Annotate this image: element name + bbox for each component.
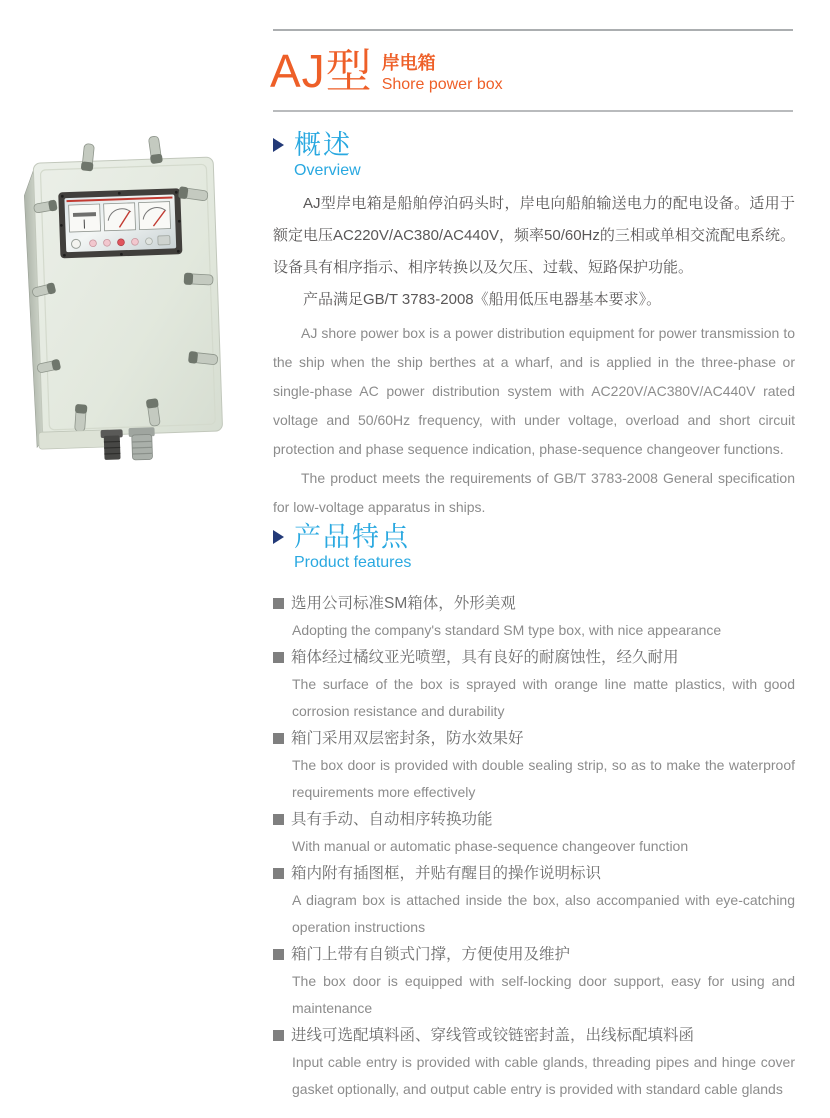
feature-list (273, 590, 795, 1103)
bullet-square-icon (273, 1030, 284, 1041)
feature-title-text: 选用公司标准SM箱体，外形美观 (291, 595, 516, 612)
product-name-cn: 岸电箱 (381, 53, 436, 73)
overview-paragraph-en-2: The product meets the requirements of GB/T 3783-2008 General specification for low-voltage apparatus in ships. (273, 470, 795, 515)
feature-title (273, 941, 795, 968)
feature-title (273, 644, 795, 671)
product-title-block (270, 44, 503, 98)
feature-title-text: 具有手动、自动相序转换功能 (291, 811, 493, 828)
features-heading-cn: 产品特点 (294, 522, 410, 552)
feature-description: A diagram box is attached inside the box, also accompanied with eye-catching operation instructions (292, 892, 795, 935)
feature-title (273, 860, 795, 887)
feature-title-text: 箱体经过橘纹亚光喷塑，具有良好的耐腐蚀性，经久耐用 (291, 649, 679, 666)
feature-title (273, 1022, 795, 1049)
latch-right-2 (184, 273, 214, 287)
section-overview (273, 130, 795, 522)
analog-meter-2 (104, 203, 136, 231)
feature-item (273, 590, 795, 644)
bullet-square-icon (273, 652, 284, 663)
overview-paragraph-cn-1: AJ型岸电箱是船舶停泊码头时，岸电向船舶输送电力的配电设备。适用于额定电压AC220V/AC380/AC440V，频率50/60Hz的三相或单相交流配电系统。设备具有相序指示、相序转换以及欠压、过载、短路保护功能。 (273, 195, 795, 276)
feature-title (273, 590, 795, 617)
cable-gland-metal (128, 427, 155, 460)
feature-item (273, 644, 795, 725)
bullet-square-icon (273, 814, 284, 825)
overview-paragraph-en-1: AJ shore power box is a power distribution equipment for power transmission to the ship when the ship berthes at a wharf, and is applied in the three-phase or single-phase AC power distribution system with AC220V/AC380V/AC440V rated voltage and 50/60Hz frequency, with under voltage, overload and short circuit protection and phase sequence indication, phase-sequence changeover functions. (273, 325, 795, 457)
bullet-square-icon (273, 949, 284, 960)
feature-item (273, 725, 795, 806)
feature-title-text: 箱内附有插图框，并贴有醒目的操作说明标识 (291, 865, 602, 882)
feature-title (273, 806, 795, 833)
feature-description: The surface of the box is sprayed with orange line matte plastics, with good corrosion resistance and durability (292, 676, 795, 719)
feature-item (273, 806, 795, 860)
bullet-square-icon (273, 868, 284, 879)
shore-power-box-photo (4, 132, 256, 468)
feature-item (273, 860, 795, 941)
feature-description: The box door is provided with double sealing strip, so as to make the waterproof requirements more effectively (292, 757, 795, 800)
overview-heading-cn: 概述 (294, 130, 352, 160)
feature-title-text: 箱门上带有自锁式门撑，方便使用及维护 (291, 946, 571, 963)
section-marker-icon (273, 530, 284, 544)
top-divider (273, 29, 793, 31)
bullet-square-icon (273, 733, 284, 744)
section-marker-icon (273, 138, 284, 152)
product-name-en: Shore power box (381, 76, 503, 93)
overview-header (273, 130, 795, 161)
overview-paragraph-cn-2: 产品满足GB/T 3783-2008《船用低压电器基本要求》。 (303, 291, 662, 308)
product-model: AJ型 (270, 45, 373, 97)
features-heading-en: Product features (294, 554, 412, 571)
bottom-flange (39, 430, 112, 450)
feature-description: With manual or automatic phase-sequence changeover function (292, 838, 689, 854)
feature-item (273, 1022, 795, 1103)
title-divider (273, 110, 793, 112)
feature-title (273, 725, 795, 752)
analog-meter-3 (139, 202, 171, 230)
product-photo (4, 132, 256, 468)
feature-description: The box door is equipped with self-locking door support, easy for using and maintenance (292, 973, 795, 1016)
product-subtitle (382, 53, 503, 98)
analog-meter-1 (69, 204, 101, 232)
features-header (273, 522, 795, 553)
feature-description: Input cable entry is provided with cable glands, threading pipes and hinge cover gasket optionally, and output cable entry is provided with standard cable glands (292, 1054, 795, 1097)
feature-title-text: 进线可选配填料函、穿线管或铰链密封盖，出线标配填料函 (291, 1027, 695, 1044)
bullet-square-icon (273, 598, 284, 609)
section-features (273, 522, 795, 1103)
overview-heading-en: Overview (294, 162, 361, 179)
feature-title-text: 箱门采用双层密封条，防水效果好 (291, 730, 524, 747)
feature-description: Adopting the company's standard SM type box, with nice appearance (292, 622, 722, 638)
feature-item (273, 941, 795, 1022)
